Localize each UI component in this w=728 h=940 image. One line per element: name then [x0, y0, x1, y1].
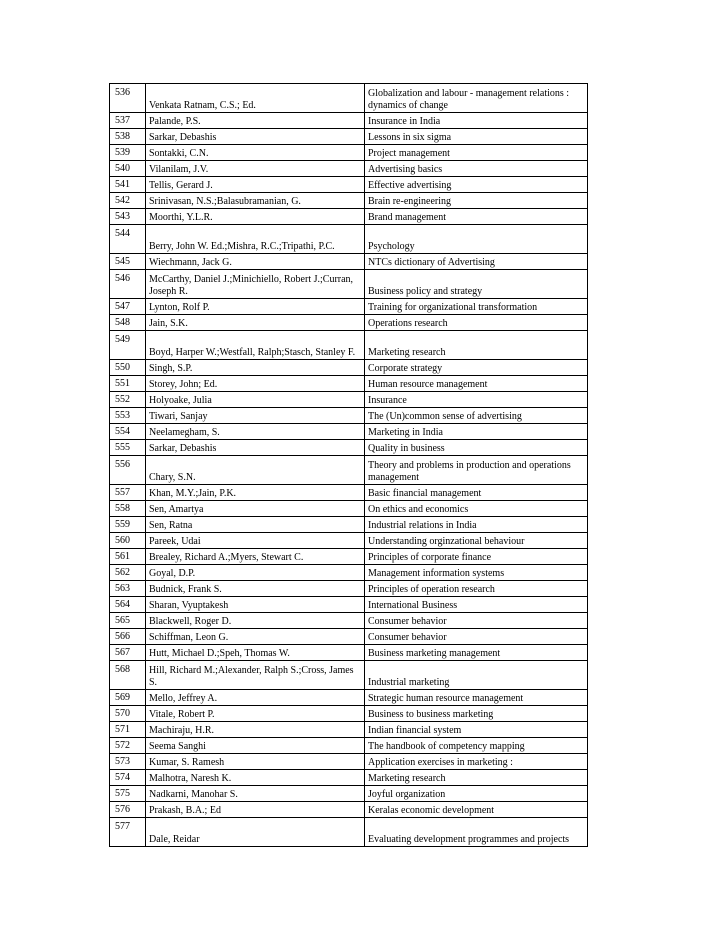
title-cell: Consumer behavior	[365, 613, 588, 629]
title-cell: International Business	[365, 597, 588, 613]
record-number: 573	[110, 754, 146, 770]
record-number: 541	[110, 177, 146, 193]
record-number: 547	[110, 299, 146, 315]
title-cell: Training for organizational transformation	[365, 299, 588, 315]
catalog-body	[110, 84, 588, 847]
table-row	[110, 161, 588, 177]
record-number: 567	[110, 645, 146, 661]
record-number: 561	[110, 549, 146, 565]
author-cell: Sharan, Vyuptakesh	[146, 597, 365, 613]
title-cell: Consumer behavior	[365, 629, 588, 645]
record-number: 564	[110, 597, 146, 613]
author-cell: Blackwell, Roger D.	[146, 613, 365, 629]
record-number: 558	[110, 501, 146, 517]
record-number: 554	[110, 424, 146, 440]
author-cell: Vilanilam, J.V.	[146, 161, 365, 177]
record-number: 555	[110, 440, 146, 456]
title-cell: Insurance	[365, 392, 588, 408]
table-row	[110, 440, 588, 456]
author-cell: Lynton, Rolf P.	[146, 299, 365, 315]
author-cell: Tellis, Gerard J.	[146, 177, 365, 193]
title-cell: Strategic human resource management	[365, 690, 588, 706]
author-cell: Sarkar, Debashis	[146, 129, 365, 145]
author-cell: Seema Sanghi	[146, 738, 365, 754]
record-number: 566	[110, 629, 146, 645]
table-row	[110, 690, 588, 706]
title-cell: Keralas economic development	[365, 802, 588, 818]
title-cell: Industrial marketing	[365, 661, 588, 690]
title-cell: Application exercises in marketing :	[365, 754, 588, 770]
title-cell: Principles of corporate finance	[365, 549, 588, 565]
title-cell: Operations research	[365, 315, 588, 331]
author-cell: Sen, Ratna	[146, 517, 365, 533]
table-row	[110, 818, 588, 847]
record-number: 569	[110, 690, 146, 706]
title-cell: Indian financial system	[365, 722, 588, 738]
table-row	[110, 754, 588, 770]
title-cell: Business policy and strategy	[365, 270, 588, 299]
author-cell: Venkata Ratnam, C.S.; Ed.	[146, 84, 365, 113]
title-cell: Joyful organization	[365, 786, 588, 802]
author-cell: Srinivasan, N.S.;Balasubramanian, G.	[146, 193, 365, 209]
title-cell: Quality in business	[365, 440, 588, 456]
table-row	[110, 613, 588, 629]
table-row	[110, 786, 588, 802]
record-number: 562	[110, 565, 146, 581]
title-cell: Business to business marketing	[365, 706, 588, 722]
table-row	[110, 193, 588, 209]
table-row	[110, 456, 588, 485]
title-cell: Human resource management	[365, 376, 588, 392]
table-row	[110, 177, 588, 193]
author-cell: Palande, P.S.	[146, 113, 365, 129]
author-cell: Pareek, Udai	[146, 533, 365, 549]
table-row	[110, 270, 588, 299]
author-cell: Tiwari, Sanjay	[146, 408, 365, 424]
table-row	[110, 565, 588, 581]
title-cell: Brain re-engineering	[365, 193, 588, 209]
title-cell: Insurance in India	[365, 113, 588, 129]
author-cell: Storey, John; Ed.	[146, 376, 365, 392]
title-cell: Basic financial management	[365, 485, 588, 501]
author-cell: Nadkarni, Manohar S.	[146, 786, 365, 802]
record-number: 565	[110, 613, 146, 629]
table-row	[110, 629, 588, 645]
table-row	[110, 408, 588, 424]
author-cell: Neelamegham, S.	[146, 424, 365, 440]
record-number: 538	[110, 129, 146, 145]
record-number: 550	[110, 360, 146, 376]
title-cell: Management information systems	[365, 565, 588, 581]
table-row	[110, 581, 588, 597]
author-cell: Kumar, S. Ramesh	[146, 754, 365, 770]
table-row	[110, 802, 588, 818]
record-number: 543	[110, 209, 146, 225]
table-row	[110, 84, 588, 113]
author-cell: Khan, M.Y.;Jain, P.K.	[146, 485, 365, 501]
table-row	[110, 738, 588, 754]
title-cell: Project management	[365, 145, 588, 161]
author-cell: Chary, S.N.	[146, 456, 365, 485]
title-cell: Advertising basics	[365, 161, 588, 177]
title-cell: The handbook of competency mapping	[365, 738, 588, 754]
catalog-table	[109, 83, 588, 847]
record-number: 559	[110, 517, 146, 533]
record-number: 553	[110, 408, 146, 424]
table-row	[110, 145, 588, 161]
title-cell: Evaluating development programmes and projects	[365, 818, 588, 847]
record-number: 546	[110, 270, 146, 299]
title-cell: The (Un)common sense of advertising	[365, 408, 588, 424]
title-cell: Lessons in six sigma	[365, 129, 588, 145]
author-cell: Malhotra, Naresh K.	[146, 770, 365, 786]
table-row	[110, 722, 588, 738]
title-cell: Effective advertising	[365, 177, 588, 193]
author-cell: Machiraju, H.R.	[146, 722, 365, 738]
title-cell: Corporate strategy	[365, 360, 588, 376]
author-cell: Berry, John W. Ed.;Mishra, R.C.;Tripathi, P.C.	[146, 225, 365, 254]
title-cell: Understanding orginzational behaviour	[365, 533, 588, 549]
author-cell: Schiffman, Leon G.	[146, 629, 365, 645]
record-number: 575	[110, 786, 146, 802]
author-cell: Hill, Richard M.;Alexander, Ralph S.;Cross, James S.	[146, 661, 365, 690]
table-row	[110, 661, 588, 690]
record-number: 552	[110, 392, 146, 408]
title-cell: Psychology	[365, 225, 588, 254]
table-row	[110, 533, 588, 549]
table-row	[110, 376, 588, 392]
table-row	[110, 597, 588, 613]
table-row	[110, 706, 588, 722]
title-cell: NTCs dictionary of Advertising	[365, 254, 588, 270]
table-row	[110, 209, 588, 225]
author-cell: Holyoake, Julia	[146, 392, 365, 408]
table-row	[110, 424, 588, 440]
author-cell: Dale, Reidar	[146, 818, 365, 847]
record-number: 542	[110, 193, 146, 209]
record-number: 548	[110, 315, 146, 331]
table-row	[110, 315, 588, 331]
title-cell: Theory and problems in production and operations management	[365, 456, 588, 485]
table-row	[110, 225, 588, 254]
record-number: 577	[110, 818, 146, 847]
record-number: 537	[110, 113, 146, 129]
title-cell: On ethics and economics	[365, 501, 588, 517]
table-row	[110, 549, 588, 565]
author-cell: Wiechmann, Jack G.	[146, 254, 365, 270]
title-cell: Marketing research	[365, 770, 588, 786]
title-cell: Marketing in India	[365, 424, 588, 440]
record-number: 545	[110, 254, 146, 270]
table-row	[110, 113, 588, 129]
table-row	[110, 770, 588, 786]
table-row	[110, 254, 588, 270]
author-cell: Singh, S.P.	[146, 360, 365, 376]
author-cell: Budnick, Frank S.	[146, 581, 365, 597]
table-row	[110, 331, 588, 360]
author-cell: Boyd, Harper W.;Westfall, Ralph;Stasch, Stanley F.	[146, 331, 365, 360]
author-cell: Sen, Amartya	[146, 501, 365, 517]
record-number: 571	[110, 722, 146, 738]
table-row	[110, 645, 588, 661]
record-number: 570	[110, 706, 146, 722]
title-cell: Globalization and labour - management relations : dynamics of change	[365, 84, 588, 113]
author-cell: Jain, S.K.	[146, 315, 365, 331]
author-cell: McCarthy, Daniel J.;Minichiello, Robert J.;Curran, Joseph R.	[146, 270, 365, 299]
record-number: 544	[110, 225, 146, 254]
record-number: 557	[110, 485, 146, 501]
author-cell: Moorthi, Y.L.R.	[146, 209, 365, 225]
author-cell: Prakash, B.A.; Ed	[146, 802, 365, 818]
author-cell: Sontakki, C.N.	[146, 145, 365, 161]
author-cell: Vitale, Robert P.	[146, 706, 365, 722]
table-row	[110, 299, 588, 315]
table-row	[110, 517, 588, 533]
record-number: 563	[110, 581, 146, 597]
author-cell: Mello, Jeffrey A.	[146, 690, 365, 706]
record-number: 549	[110, 331, 146, 360]
record-number: 551	[110, 376, 146, 392]
table-row	[110, 129, 588, 145]
title-cell: Brand management	[365, 209, 588, 225]
record-number: 540	[110, 161, 146, 177]
title-cell: Marketing research	[365, 331, 588, 360]
record-number: 576	[110, 802, 146, 818]
record-number: 572	[110, 738, 146, 754]
title-cell: Business marketing management	[365, 645, 588, 661]
record-number: 539	[110, 145, 146, 161]
table-row	[110, 485, 588, 501]
title-cell: Industrial relations in India	[365, 517, 588, 533]
title-cell: Principles of operation research	[365, 581, 588, 597]
record-number: 536	[110, 84, 146, 113]
record-number: 556	[110, 456, 146, 485]
author-cell: Sarkar, Debashis	[146, 440, 365, 456]
table-row	[110, 360, 588, 376]
record-number: 568	[110, 661, 146, 690]
author-cell: Goyal, D.P.	[146, 565, 365, 581]
table-row	[110, 501, 588, 517]
author-cell: Brealey, Richard A.;Myers, Stewart C.	[146, 549, 365, 565]
author-cell: Hutt, Michael D.;Speh, Thomas W.	[146, 645, 365, 661]
record-number: 574	[110, 770, 146, 786]
table-row	[110, 392, 588, 408]
record-number: 560	[110, 533, 146, 549]
